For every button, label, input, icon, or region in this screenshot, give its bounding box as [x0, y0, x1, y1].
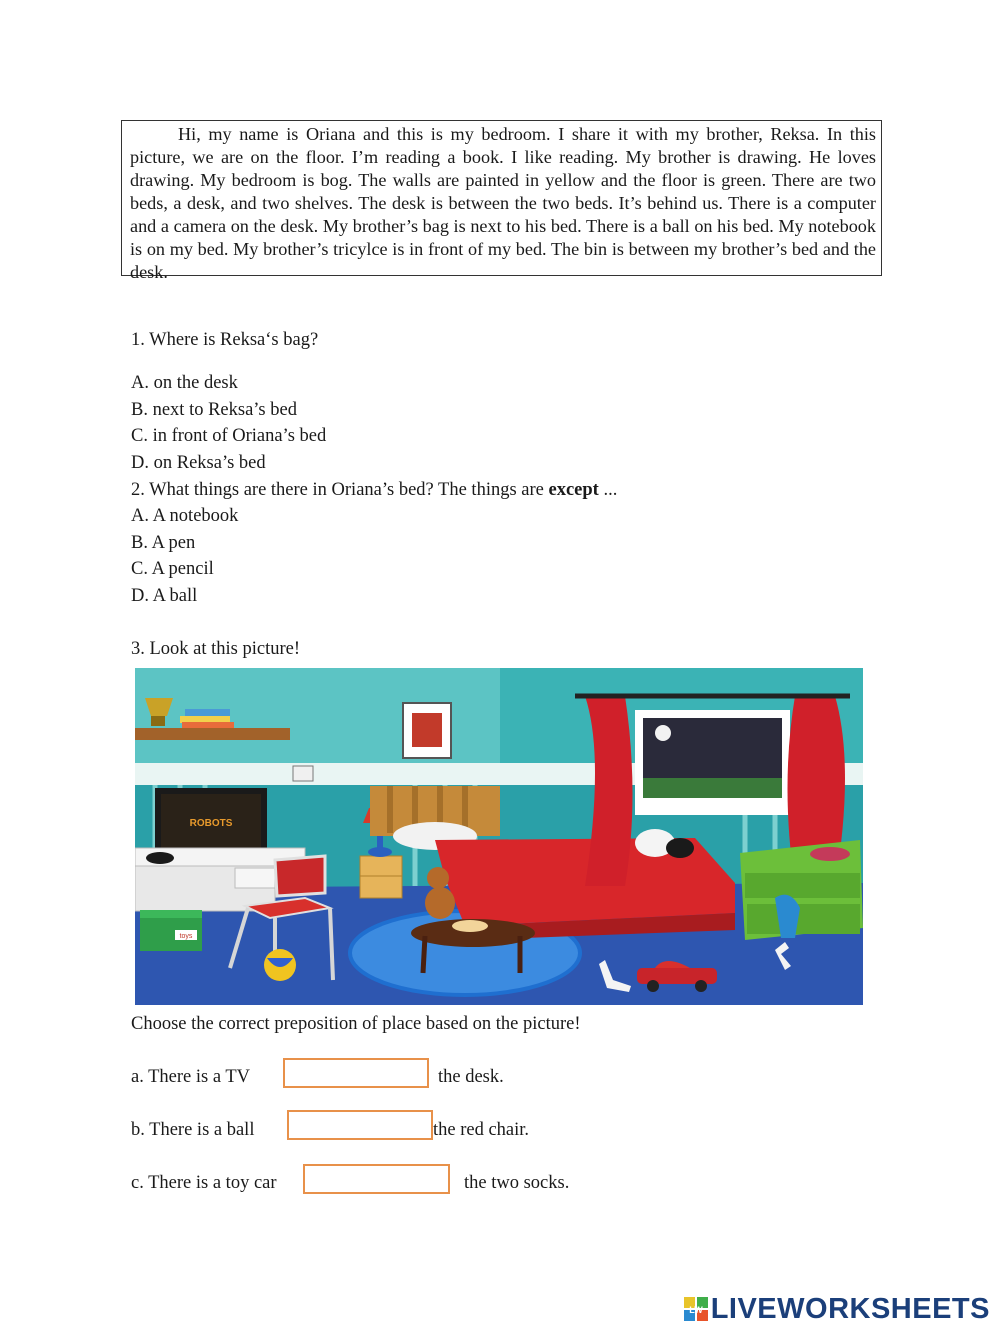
q2-option-d: D. A ball: [131, 586, 198, 606]
liveworksheets-logo[interactable]: [683, 1292, 990, 1326]
logo-text: LIVEWORKSHEETS: [710, 1292, 990, 1325]
question-2-ellipsis: ...: [598, 480, 618, 500]
answer-input-c[interactable]: [303, 1164, 450, 1194]
reading-passage: Hi, my name is Oriana and this is my bedroom. I share it with my brother, Reksa. In this picture, we are on the floor. I’m reading a book. I like reading. My brother is drawing. He loves drawing. My bedroom is bog. The walls are painted in yellow and the floor is green. There are two beds, a desk, and two shelves. The desk is between the two beds. It’s behind us. There is a computer and a camera on the desk. My brother’s bag is next to his bed. There is a ball on his bed. My notebook is on my bed. My brother’s tricylce is in front of my bed. The bin is between my brother’s bed and the desk.: [121, 120, 882, 276]
q1-option-c: C. in front of Oriana’s bed: [131, 426, 327, 446]
bedroom-illustration: [135, 668, 863, 1005]
blank-item-c-prefix: c. There is a toy car: [131, 1173, 277, 1193]
question-2: [131, 478, 617, 502]
blank-item-a-suffix: the desk.: [438, 1067, 504, 1087]
logo-mark-text: LW: [688, 1305, 703, 1315]
blank-item-c-suffix: the two socks.: [464, 1173, 570, 1193]
answer-input-a[interactable]: [283, 1058, 429, 1088]
question-2-emphasis: except: [548, 480, 599, 500]
q2-option-c: C. A pencil: [131, 559, 214, 579]
toy-box-label: toys: [179, 933, 193, 940]
q1-option-d: D. on Reksa’s bed: [131, 453, 266, 473]
q2-option-b: B. A pen: [131, 533, 196, 553]
q1-option-a: A. on the desk: [131, 373, 238, 393]
q1-option-b: B. next to Reksa’s bed: [131, 400, 297, 420]
q2-option-a: A. A notebook: [131, 506, 239, 526]
blank-item-b-suffix: the red chair.: [433, 1120, 530, 1140]
blank-item-a-prefix: a. There is a TV: [131, 1067, 251, 1087]
answer-input-b[interactable]: [287, 1110, 433, 1140]
question-1: 1. Where is Reksa‘s bag?: [131, 330, 319, 350]
liveworksheets-mark-icon: [683, 1296, 709, 1322]
instruction-text: Choose the correct preposition of place based on the picture!: [131, 1014, 581, 1034]
question-3: 3. Look at this picture!: [131, 639, 301, 659]
tv-brand-text: ROBOTS: [189, 818, 233, 829]
question-2-text: 2. What things are there in Oriana’s bed? The things are: [131, 480, 549, 500]
blank-item-b-prefix: b. There is a ball: [131, 1120, 255, 1140]
